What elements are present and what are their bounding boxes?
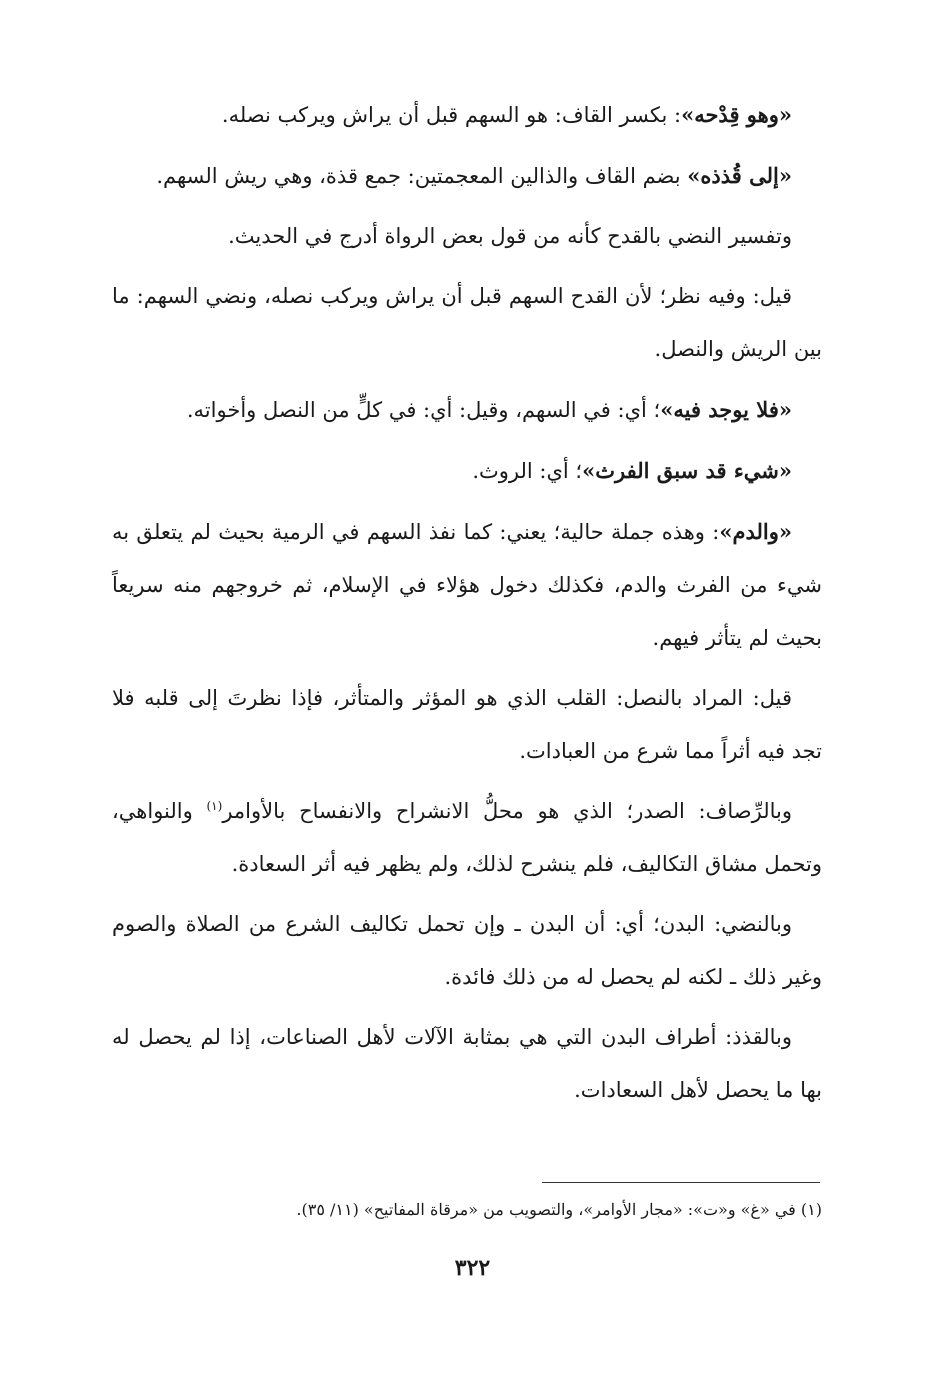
footnote-reference[interactable]: (١) (206, 799, 223, 813)
paragraph-1 (112, 88, 822, 142)
lemma: «فلا يوجد فيه» (660, 397, 792, 422)
paragraph-text: وتفسير النضي بالقدح كأنه من قول بعض الرواة أدرج في الحديث. (228, 224, 792, 248)
paragraph-text-continued: والنواهي، وتحمل مشاق التكاليف، فلم ينشرح لذلك، ولم يظهر فيه أثر السعادة. (112, 799, 822, 876)
lemma: «وهو قِدْحه» (681, 102, 792, 127)
paragraph-text: وبالقذذ: أطراف البدن التي هي بمثابة الآلات لأهل الصناعات، إذا لم يحصل له بها ما يحصل لأهل السعادات. (112, 1025, 822, 1102)
paragraph-11 (112, 1011, 822, 1117)
paragraph-text: قيل: وفيه نظر؛ لأن القدح السهم قبل أن يراش ويركب نصله، ونضي السهم: ما بين الريش والنصل. (112, 284, 822, 361)
paragraph-text: ؛ أي: في السهم، وقيل: أي: في كلٍّ من النصل وأخواته. (186, 398, 661, 422)
paragraph-3 (112, 210, 822, 263)
paragraph-5 (112, 383, 822, 437)
paragraph-text: : بكسر القاف: هو السهم قبل أن يراش ويركب نصله. (221, 103, 682, 127)
paragraph-text: وبالنضي: البدن؛ أي: أن البدن ـ وإن تحمل تكاليف الشرع من الصلاة والصوم وغير ذلك ـ لكنه لم يحصل له من ذلك فائدة. (112, 912, 822, 989)
footnote: (١) في «غ» و«ت»: «مجار الأوامر»، والتصويب من «مرقاة المفاتيح» (١١/ ٣٥). (296, 1200, 822, 1219)
paragraph-7 (112, 505, 822, 665)
lemma: «والدم» (719, 519, 792, 544)
page-number: ٣٢٢ (454, 1255, 491, 1281)
paragraph-9 (112, 785, 822, 891)
paragraph-4 (112, 270, 822, 376)
paragraph-10 (112, 898, 822, 1004)
paragraph-text: بضم القاف والذالين المعجمتين: جمع قذة، وهي ريش السهم. (156, 164, 688, 188)
paragraph-8 (112, 672, 822, 778)
paragraph-text: قيل: المراد بالنصل: القلب الذي هو المؤثر والمتأثر، فإذا نظرتَ إلى قلبه فلا تجد فيه أثراً مما شرع من العبادات. (112, 686, 822, 763)
paragraph-text: وبالرِّصاف: الصدر؛ الذي هو محلُّ الانشراح والانفساح بالأوامر (222, 799, 792, 823)
paragraph-text: ؛ أي: الروث. (472, 459, 583, 483)
paragraph-2 (112, 149, 822, 203)
footnote-divider (542, 1182, 820, 1183)
paragraph-6 (112, 444, 822, 498)
lemma: «شيء قد سبق الفرث» (582, 458, 792, 483)
main-text (112, 88, 822, 1117)
lemma: «إلى قُذذه» (687, 163, 792, 188)
paragraph-text: : وهذه جملة حالية؛ يعني: كما نفذ السهم في الرمية بحيث لم يتعلق به شيء من الفرث والدم، فكذلك دخول هؤلاء في الإسلام، ثم خروجهم منه سريعاً بحيث لم يتأثر فيهم. (112, 520, 822, 650)
